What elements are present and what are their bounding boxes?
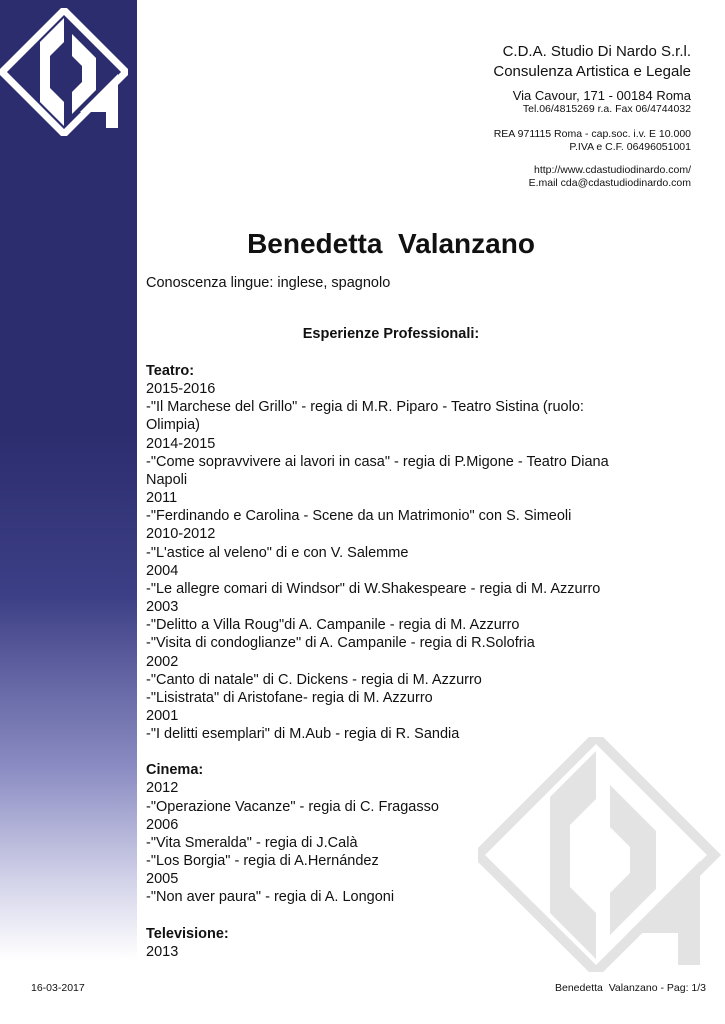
company-header: [493, 42, 691, 190]
section-teatro: [146, 362, 626, 743]
section-line: -"Vita Smeralda" - regia di J.Calà: [146, 834, 358, 851]
cda-logo-icon: [0, 8, 128, 136]
section-line: 2015-2016: [146, 381, 216, 398]
section-heading: Televisione:: [146, 925, 229, 942]
section-line: 2006: [146, 816, 179, 833]
section-line: -"Visita di condoglianze" di A. Campanile - regia di R.Solofria: [146, 635, 535, 652]
company-name: C.D.A. Studio Di Nardo S.r.l.: [502, 43, 691, 60]
company-phone: Tel.06/4815269 r.a. Fax 06/4744032: [522, 103, 691, 115]
languages-line: Conoscenza lingue: inglese, spagnolo: [146, 275, 391, 291]
section-line: -"Come sopravvivere ai lavori in casa" - regia di P.Migone - Teatro Diana Napoli: [146, 453, 609, 488]
section-heading: Cinema:: [146, 762, 204, 779]
person-name: Benedetta Valanzano: [247, 228, 535, 259]
section-line: 2013: [146, 943, 179, 960]
section-televisione: [146, 925, 626, 961]
company-email[interactable]: E.mail cda@cdastudiodinardo.com: [528, 177, 691, 189]
section-line: 2004: [146, 562, 179, 579]
section-line: -"Canto di natale" di C. Dickens - regia di M. Azzurro: [146, 671, 482, 688]
section-cinema: [146, 761, 626, 906]
company-piva: P.IVA e C.F. 06496051001: [569, 141, 691, 153]
section-heading: Teatro:: [146, 363, 195, 379]
section-line: 2003: [146, 599, 179, 616]
section-line: -"L'astice al veleno" di e con V. Salemme: [146, 544, 409, 561]
sidebar-band: [0, 0, 137, 960]
footer-date: 16-03-2017: [31, 982, 85, 994]
footer-page-info: Benedetta Valanzano - Pag: 1/3: [555, 982, 706, 994]
section-line: -"Delitto a Villa Roug"di A. Campanile - regia di M. Azzurro: [146, 617, 520, 634]
section-line: -"Lisistrata" di Aristofane- regia di M. Azzurro: [146, 689, 433, 706]
section-line: -"I delitti esemplari" di M.Aub - regia di R. Sandia: [146, 726, 460, 743]
section-line: -"Los Borgia" - regia di A.Hernández: [146, 853, 379, 870]
experience-heading: Esperienze Professionali:: [302, 326, 480, 342]
section-line: 2001: [146, 707, 179, 724]
section-line: 2014-2015: [146, 435, 216, 452]
section-line: -"Operazione Vacanze" - regia di C. Fragasso: [146, 798, 439, 815]
company-address: Via Cavour, 171 - 00184 Roma: [512, 88, 691, 103]
company-subtitle: Consulenza Artistica e Legale: [493, 63, 691, 80]
section-line: -"Ferdinando e Carolina - Scene da un Matrimonio" con S. Simeoli: [146, 508, 572, 525]
section-line: -"Non aver paura" - regia di A. Longoni: [146, 889, 395, 906]
section-line: -"Le allegre comari di Windsor" di W.Shakespeare - regia di M. Azzurro: [146, 580, 601, 597]
section-line: 2002: [146, 653, 179, 670]
experience-sections: [146, 362, 626, 979]
section-line: 2010-2012: [146, 526, 216, 543]
section-line: 2005: [146, 871, 179, 888]
company-website-link[interactable]: http://www.cdastudiodinardo.com/: [534, 164, 691, 176]
section-line: -"Il Marchese del Grillo" - regia di M.R. Piparo - Teatro Sistina (ruolo: Olimpia): [146, 399, 584, 434]
company-rea: REA 971115 Roma - cap.soc. i.v. E 10.000: [493, 128, 691, 140]
section-line: 2011: [146, 490, 178, 507]
section-line: 2012: [146, 780, 179, 797]
